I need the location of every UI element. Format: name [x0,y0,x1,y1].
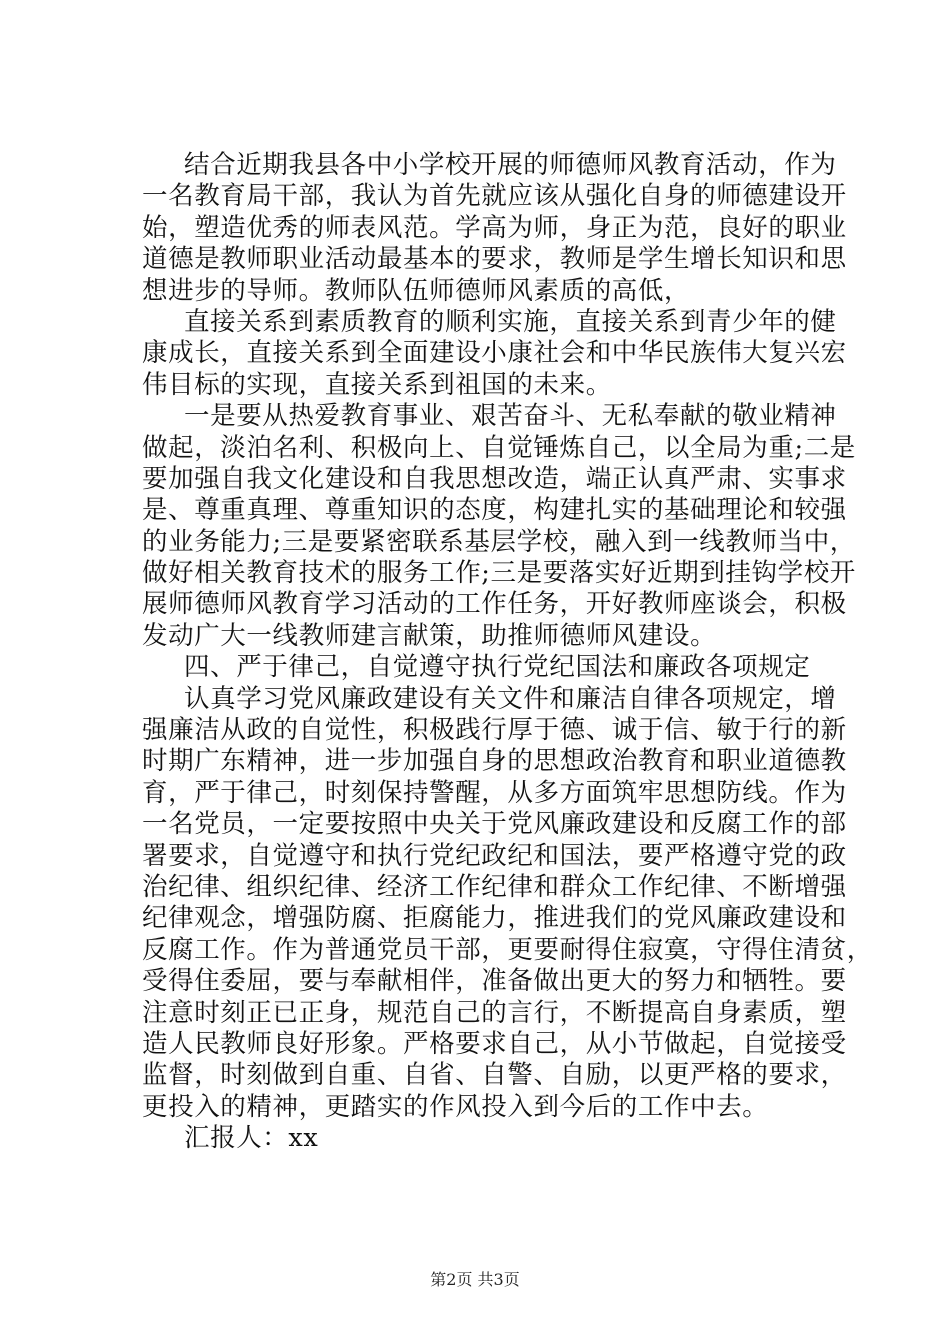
page-number-footer: 第2页 共3页 [430,1270,520,1289]
text-line: 造人民教师良好形象。严格要求自己，从小节做起，自觉接受 [142,1028,847,1059]
paragraph-discipline [142,683,873,1123]
text-line: 纪律观念，增强防腐、拒腐能力，推进我们的党风廉政建设和 [142,903,847,934]
text-line: 做好相关教育技术的服务工作;三是要落实好近期到挂钩学校开 [142,558,856,589]
text-line: 强廉洁从政的自觉性，积极践行厚于德、诚于信、敏于行的新 [142,715,847,746]
text-line: 道德是教师职业活动最基本的要求，教师是学生增长知识和思 [142,244,847,275]
text-line: 一是要从热爱教育事业、艰苦奋斗、无私奉献的敬业精神 [184,401,837,432]
text-line: 伟目标的实现，直接关系到祖国的未来。 [142,369,612,400]
text-line: 治纪律、组织纪律、经济工作纪律和群众工作纪律、不断增强 [142,871,847,902]
text-line: 始，塑造优秀的师表风范。学高为师，身正为范，良好的职业 [142,212,847,243]
text-line: 展师德师风教育学习活动的工作任务，开好教师座谈会，积极 [142,589,847,620]
document-body [142,150,873,1155]
text-line: 更投入的精神，更踏实的作风投入到今后的工作中去。 [142,1091,769,1122]
text-line: 要加强自我文化建设和自我思想改造，端正认真严肃、实事求 [142,463,847,494]
reporter-signature: 汇报人：xx [184,1123,319,1154]
text-line: 康成长，直接关系到全面建设小康社会和中华民族伟大复兴宏 [142,338,847,369]
text-line: 一名教育局干部，我认为首先就应该从强化自身的师德建设开 [142,181,847,212]
text-line: 直接关系到素质教育的顺利实施，直接关系到青少年的健 [184,306,837,337]
paragraph-intro [142,150,847,307]
text-line: 结合近期我县各中小学校开展的师德师风教育活动，作为 [184,150,837,180]
text-line: 署要求，自觉遵守和执行党纪政纪和国法，要严格遵守党的政 [142,840,847,871]
paragraph-impact [142,306,847,401]
paragraph-tasks [142,401,856,652]
text-line: 一名党员，一定要按照中央关于党风廉政建设和反腐工作的部 [142,809,847,840]
text-line: 是、尊重真理、尊重知识的态度，构建扎实的基础理论和较强 [142,495,847,526]
text-line: 做起，淡泊名利、积极向上、自觉锤炼自己，以全局为重;二是 [142,432,856,463]
text-line: 发动广大一线教师建言献策，助推师德师风建设。 [142,620,717,651]
text-line: 认真学习党风廉政建设有关文件和廉洁自律各项规定，增 [184,683,837,714]
section-heading-text: 四、严于律己，自觉遵守执行党纪国法和廉政各项规定 [184,652,811,683]
text-line: 的业务能力;三是要紧密联系基层学校，融入到一线教师当中， [142,526,856,557]
section-heading [142,652,842,683]
text-line: 想进步的导师。教师队伍师德师风素质的高低， [142,275,691,306]
text-line: 监督，时刻做到自重、自省、自警、自励，以更严格的要求， [142,1060,847,1091]
text-line: 反腐工作。作为普通党员干部，更要耐得住寂寞，守得住清贫， [142,934,873,965]
text-line: 受得住委屈，要与奉献相伴，准备做出更大的努力和牺牲。要 [142,966,847,997]
text-line: 育，严于律己，时刻保持警醒，从多方面筑牢思想防线。作为 [142,777,847,808]
text-line: 时期广东精神，进一步加强自身的思想政治教育和职业道德教 [142,746,847,777]
signature-block [142,1123,842,1154]
text-line: 注意时刻正已正身，规范自己的言行，不断提高自身素质，塑 [142,997,847,1028]
